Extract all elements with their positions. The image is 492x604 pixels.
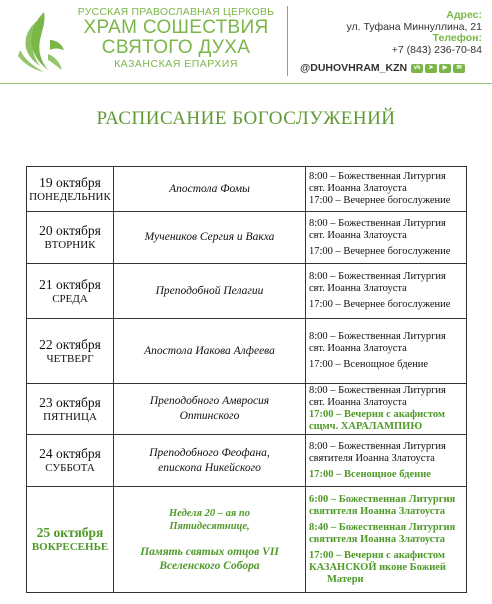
service-line: святителя Иоанна Златоуста	[309, 505, 446, 517]
header-divider	[287, 6, 288, 76]
church-name-line1: ХРАМ СОШЕСТВИЯ	[83, 17, 269, 38]
contact-block	[296, 10, 482, 56]
feast-name: Апостола Фомы	[169, 182, 250, 195]
service-line: святителя Иоанна Златоуста	[309, 452, 435, 464]
services-cell	[306, 384, 467, 435]
telegram-icon[interactable]: ➤	[425, 64, 437, 73]
vk-icon[interactable]: vk	[411, 64, 423, 73]
service-line: сщмч. ХАРАЛАМПИЮ	[309, 421, 423, 432]
feast-name: Апостола Иакова Алфеева	[144, 344, 275, 357]
email-icon[interactable]: ✉	[453, 64, 465, 73]
table-row	[27, 319, 467, 384]
weekday: СУББОТА	[45, 462, 95, 474]
weekday: ПОНЕДЕЛЬНИК	[29, 190, 111, 203]
youtube-icon[interactable]: ▶	[439, 64, 451, 73]
date: 24 октября	[39, 446, 101, 461]
phone: +7 (843) 236-70-84	[391, 43, 482, 56]
services-cell	[306, 435, 467, 487]
date: 21 октября	[39, 276, 101, 292]
date: 20 октября	[39, 223, 101, 238]
header-bottom-rule	[0, 83, 492, 84]
table-row	[27, 212, 467, 264]
header	[0, 0, 492, 84]
social-handle[interactable]: @DUHOVHRAM_KZN	[300, 62, 408, 74]
feast-name: Неделя 20 – ая по	[169, 507, 250, 519]
feast-cell	[114, 435, 306, 487]
weekday: СРЕДА	[52, 292, 88, 305]
feast-name: Преподобного Феофана,	[149, 446, 270, 459]
service-line: свт. Иоанна Златоуста	[309, 343, 407, 354]
feast-name: Мучеников Сергия и Вакха	[144, 231, 275, 243]
service-line: 6:00 – Божественная Литургия	[309, 493, 456, 505]
feast-cell	[114, 319, 306, 384]
feast-name: Память святых отцов VII	[140, 545, 279, 558]
page-title: РАСПИСАНИЕ БОГОСЛУЖЕНИЙ	[96, 108, 396, 129]
date: 22 октября	[39, 336, 101, 352]
date-cell	[27, 319, 114, 384]
date: 19 октября	[39, 174, 101, 190]
table-row	[27, 435, 467, 487]
church-type: РУССКАЯ ПРАВОСЛАВНАЯ ЦЕРКОВЬ	[77, 6, 275, 18]
date-cell	[27, 167, 114, 212]
eparchy: КАЗАНСКАЯ ЕПАРХИЯ	[114, 58, 238, 70]
service-line: 8:00 – Божественная Литургия	[309, 440, 446, 452]
service-line: 8:00 – Божественная Литургия	[309, 171, 446, 182]
service-line: святителя Иоанна Златоуста	[309, 533, 446, 545]
table-row	[27, 264, 467, 319]
table-row	[27, 384, 467, 435]
service-line: 17:00 – Вечернее богослужение	[309, 245, 451, 257]
feast-name: Преподобного Амвросия	[149, 395, 270, 407]
service-line: 8:00 – Божественная Литургия	[309, 331, 446, 342]
feast-cell	[114, 384, 306, 435]
feast-cell	[114, 212, 306, 264]
service-line: 8:00 – Божественная Литургия	[309, 217, 446, 229]
weekday: ВОКРЕСЕНЬЕ	[31, 541, 109, 553]
feast-name: епископа Никейского	[158, 461, 261, 474]
service-line: 8:40 – Божественная Литургия	[309, 521, 456, 533]
date: 25 октября	[36, 525, 104, 540]
weekday: ВТОРНИК	[44, 239, 96, 251]
feast-name: Оптинского	[179, 410, 240, 422]
date: 23 октября	[39, 394, 101, 410]
service-line: 17:00 – Вечернее богослужение	[309, 195, 451, 206]
social-bar	[300, 60, 490, 76]
feast-name: Пятидесятнице,	[169, 520, 250, 532]
service-line: 17:00 – Всенощное бдение	[309, 359, 429, 370]
service-line: 8:00 – Божественная Литургия	[309, 385, 446, 396]
date-cell	[27, 212, 114, 264]
address-label: Адрес:	[446, 9, 482, 21]
service-line: 17:00 – Вечерня с акафистом	[309, 549, 446, 561]
date-cell	[27, 435, 114, 487]
feast-name: Преподобной Пелагии	[155, 284, 264, 297]
service-line: свт. Иоанна Златоуста	[309, 183, 407, 194]
table-row	[27, 487, 467, 593]
feast-cell	[114, 167, 306, 212]
church-name-block	[72, 6, 280, 70]
service-line: 17:00 – Всенощное бдение	[309, 468, 431, 480]
services-cell	[306, 319, 467, 384]
feast-cell	[114, 264, 306, 319]
service-line: КАЗАНСКОЙ иконе Божией	[309, 561, 446, 573]
table-row	[27, 167, 467, 212]
services-cell	[306, 264, 467, 319]
service-line: свт. Иоанна Златоуста	[309, 397, 407, 408]
social-icons	[411, 64, 465, 73]
weekday: ПЯТНИЦА	[43, 410, 97, 423]
service-line: 17:00 – Вечерня с акафистом	[309, 409, 446, 420]
services-cell	[306, 212, 467, 264]
feast-name: Вселенского Собора	[159, 559, 260, 572]
weekday: ЧЕТВЕРГ	[46, 352, 94, 365]
service-line: свт. Иоанна Златоуста	[309, 229, 407, 241]
date-cell	[27, 487, 114, 593]
feast-cell	[114, 487, 306, 593]
services-cell	[306, 487, 467, 593]
phone-label: Телефон:	[432, 32, 482, 44]
service-line: 8:00 – Божественная Литургия	[309, 271, 446, 282]
church-name-line2: СВЯТОГО ДУХА	[101, 37, 251, 58]
address: ул. Туфана Миннуллина, 21	[346, 20, 482, 33]
service-line: 17:00 – Вечернее богослужение	[309, 299, 451, 310]
service-line: свт. Иоанна Златоуста	[309, 283, 407, 294]
date-cell	[27, 264, 114, 319]
service-line: Матери	[327, 573, 364, 585]
schedule-table	[26, 166, 467, 593]
services-cell	[306, 167, 467, 212]
dove-logo-icon	[14, 10, 70, 76]
date-cell	[27, 384, 114, 435]
